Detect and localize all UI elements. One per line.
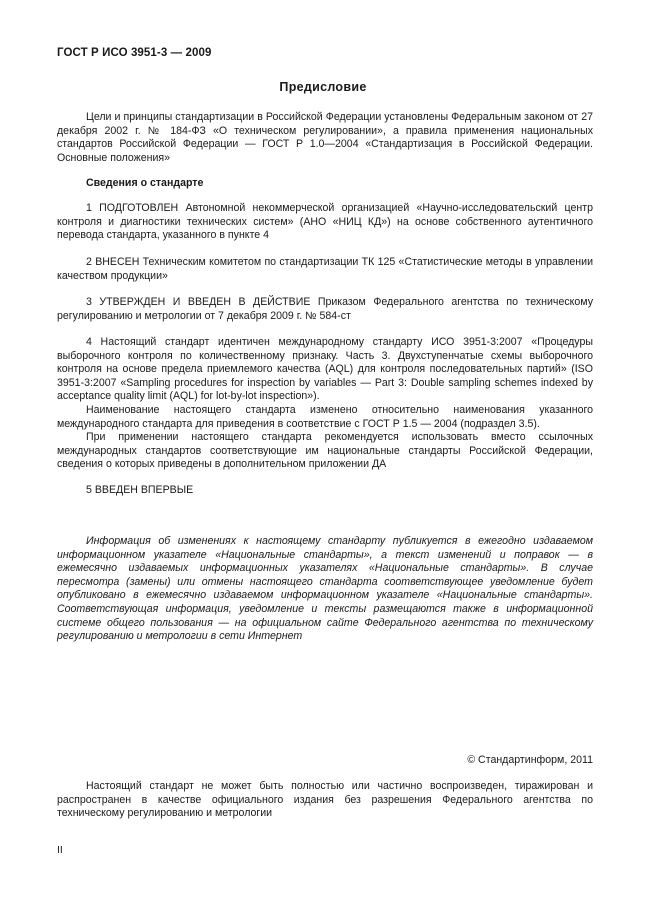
item-2-paragraph: 2 ВНЕСЕН Техническим комитетом по стандартизации ТК 125 «Статистические методы в управлении качеством продукции» bbox=[57, 256, 593, 282]
item-1-paragraph: 1 ПОДГОТОВЛЕН Автономной некоммерческой организацией «Научно-исследовательский центр контроля и диагностики технических систем» (АНО «НИЦ КД») на основе собственного аутентичного перевода стандарта, указанного в пункте 4 bbox=[57, 202, 593, 242]
item-4-paragraph: 4 Настоящий стандарт идентичен международному стандарту ИСО 3951-3:2007 «Процедуры выборочного контроля по количественному признаку. Часть 3. Двухступенчатые схемы выборочного контроля на основе предела приемлемого качества (AQL) для контроля последовательных партий» (ISO 3951-3:2007 «Sampling procedures for inspection by variables — Part 3: Double sampling schemes indexed by acceptance quality limit (AQL) for lot-by-lot inspection»). bbox=[57, 336, 593, 403]
item-4-application-note: При применении настоящего стандарта рекомендуется использовать вместо ссылочных международных стандартов соответствующие им национальные стандарты Российской Федерации, сведения о которых приведены в дополнительном приложении ДА bbox=[57, 431, 593, 471]
intro-paragraph: Цели и принципы стандартизации в Российской Федерации установлены Федеральным законом от 27 декабря 2002 г. № 184-ФЗ «О техническом регулировании», а правила применения национальных стандартов Российской Федерации — ГОСТ Р 1.0—2004 «Стандартизация в Российской Федерации. Основные положения» bbox=[57, 111, 593, 164]
info-heading-section bbox=[57, 177, 593, 191]
item-5-paragraph: 5 ВВЕДЕН ВПЕРВЫЕ bbox=[86, 484, 194, 496]
page-title: Предисловие bbox=[279, 80, 367, 94]
item-4-name-note: Наименование настоящего стандарта изменено относительно наименования указанного международного стандарта для приведения в соответствие с ГОСТ Р 1.5 — 2004 (подраздел 3.5). bbox=[57, 403, 593, 430]
item-3-paragraph: 3 УТВЕРЖДЕН И ВВЕДЕН В ДЕЙСТВИЕ Приказом Федерального агентства по техническому регулированию и метрологии от 7 декабря 2009 г. № 584-ст bbox=[57, 296, 593, 322]
document-header-id: ГОСТ Р ИСО 3951-3 — 2009 bbox=[57, 47, 212, 59]
page-number: II bbox=[57, 844, 63, 856]
info-heading: Сведения о стандарте bbox=[86, 177, 204, 189]
item-3-section bbox=[57, 296, 593, 323]
item-5-section bbox=[57, 484, 593, 498]
reproduction-section bbox=[57, 780, 593, 821]
item-1-section bbox=[57, 202, 593, 243]
item-2-section bbox=[57, 256, 593, 283]
notice-paragraph: Информация об изменениях к настоящему стандарту публикуется в ежегодно издаваемом информационном указателе «Национальные стандарты», а текст изменений и поправок — в ежемесячно издаваемых информационных указателях «Национальные стандарты». В случае пересмотра (замены) или отмены настоящего стандарта соответствующее уведомление будет опубликовано в ежемесячно издаваемом информационном указателе «Национальные стандарты». Соответствующая информация, уведомление и тексты размещаются также в информационной системе общего пользования — на официальном сайте Федерального агентства по техническому регулированию и метрологии в сети Интернет bbox=[57, 535, 593, 643]
notice-section bbox=[57, 535, 593, 644]
intro-section bbox=[57, 111, 593, 165]
item-4-section bbox=[57, 336, 593, 472]
reproduction-paragraph: Настоящий стандарт не может быть полностью или частично воспроизведен, тиражирован и распространен в качестве официального издания без разрешения Федерального агентства по техническому регулированию и метрологии bbox=[57, 780, 593, 820]
copyright-line: © Стандартинформ, 2011 bbox=[467, 754, 593, 766]
